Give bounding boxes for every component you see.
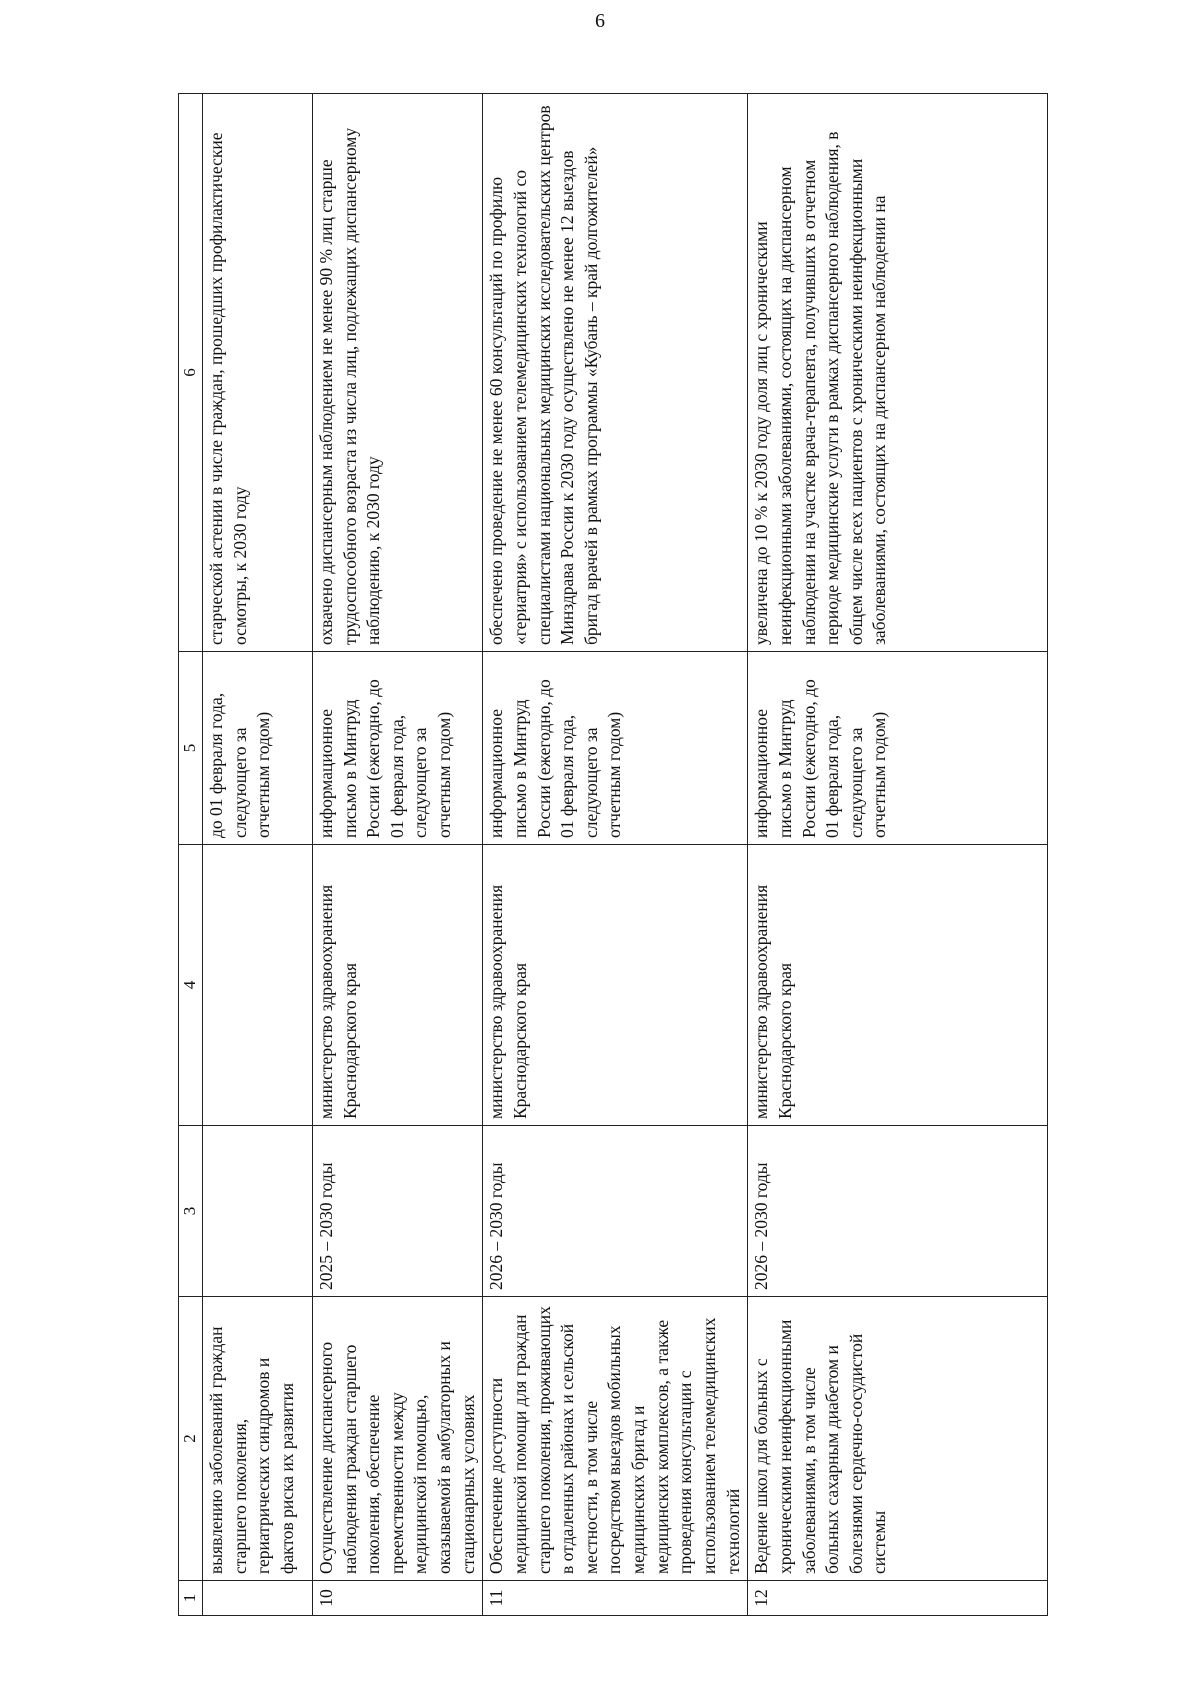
page-number: 6 [595,10,605,32]
report-cell: до 01 февраля года, следующего за отчетным годом) [202,652,312,845]
header-col-5: 5 [179,652,203,845]
report-cell: информационное письмо в Минтруд России (ежегодно, до 01 февраля года, следующего за отчетным годом) [483,652,748,845]
table-row [748,94,1048,1616]
event-cell: Обеспечение доступности медицинской помощи для граждан старшего поколения, проживающих в отдаленных районах и сельской местности, в том числе посредством выездов мобильных медицинских бригад и медицинских комплексов, а также проведения консультации с использованием телемедицинских технологий [483,1297,748,1581]
rotated-table-container [178,100,1048,1616]
result-cell: охвачено диспансерным наблюдением не менее 90 % лиц старше трудоспособного возраста из числа лиц, подлежащих диспансерному наблюдению, к 2030 году [312,94,482,652]
row-number: 11 [483,1581,748,1616]
header-row [179,94,203,1616]
period-cell: 2026 – 2030 годы [748,1126,1048,1297]
report-cell: информационное письмо в Минтруд России (ежегодно, до 01 февраля года, следующего за отчетным годом) [312,652,482,845]
table-row [312,94,482,1616]
measures-table [178,93,1048,1616]
responsible-cell: министерство здравоохранения Краснодарского края [312,845,482,1126]
period-cell: 2025 – 2030 годы [312,1126,482,1297]
table-row [202,94,312,1616]
result-cell: увеличена до 10 % к 2030 году доля лиц с хроническими неинфекционными заболеваниями, состоящих на диспансерном наблюдении на участке врача-терапевта, получивших в отчетном периоде медицинские услуги в рамках диспансерного наблюдения, в общем числе всех пациентов с хроническими неинфекционными заболеваниями, состоящих на диспансерном наблюдении на [748,94,1048,652]
event-cell: Осуществление диспансерного наблюдения граждан старшего поколения, обеспечение преемственности между медицинской помощью, оказываемой в амбулаторных и стационарных условиях [312,1297,482,1581]
responsible-cell: министерство здравоохранения Краснодарского края [748,845,1048,1126]
row-number [202,1581,312,1616]
event-cell: Ведение школ для больных с хроническими неинфекционными заболеваниями, в том числе больных сахарным диабетом и болезнями сердечно-сосудистой системы [748,1297,1048,1581]
result-cell: обеспечено проведение не менее 60 консультаций по профилю «гериатрия» с использованием телемедицинских технологий со специалистами национальных медицинских исследовательских центров Минздрава России к 2030 году осуществлено не менее 12 выездов бригад врачей в рамках программы «Кубань – край долгожителей» [483,94,748,652]
event-cell: выявлению заболеваний граждан старшего поколения, гериатрических синдромов и фактов риска их развития [202,1297,312,1581]
header-col-1: 1 [179,1581,203,1616]
table-row [483,94,748,1616]
row-number: 12 [748,1581,1048,1616]
period-cell: 2026 – 2030 годы [483,1126,748,1297]
header-col-3: 3 [179,1126,203,1297]
row-number: 10 [312,1581,482,1616]
result-cell: старческой астении в числе граждан, прошедших профилактические осмотры, к 2030 году [202,94,312,652]
period-cell [202,1126,312,1297]
report-cell: информационное письмо в Минтруд России (ежегодно, до 01 февраля года, следующего за отчетным годом) [748,652,1048,845]
responsible-cell: министерство здравоохранения Краснодарского края [483,845,748,1126]
responsible-cell [202,845,312,1126]
header-col-4: 4 [179,845,203,1126]
header-col-6: 6 [179,94,203,652]
header-col-2: 2 [179,1297,203,1581]
